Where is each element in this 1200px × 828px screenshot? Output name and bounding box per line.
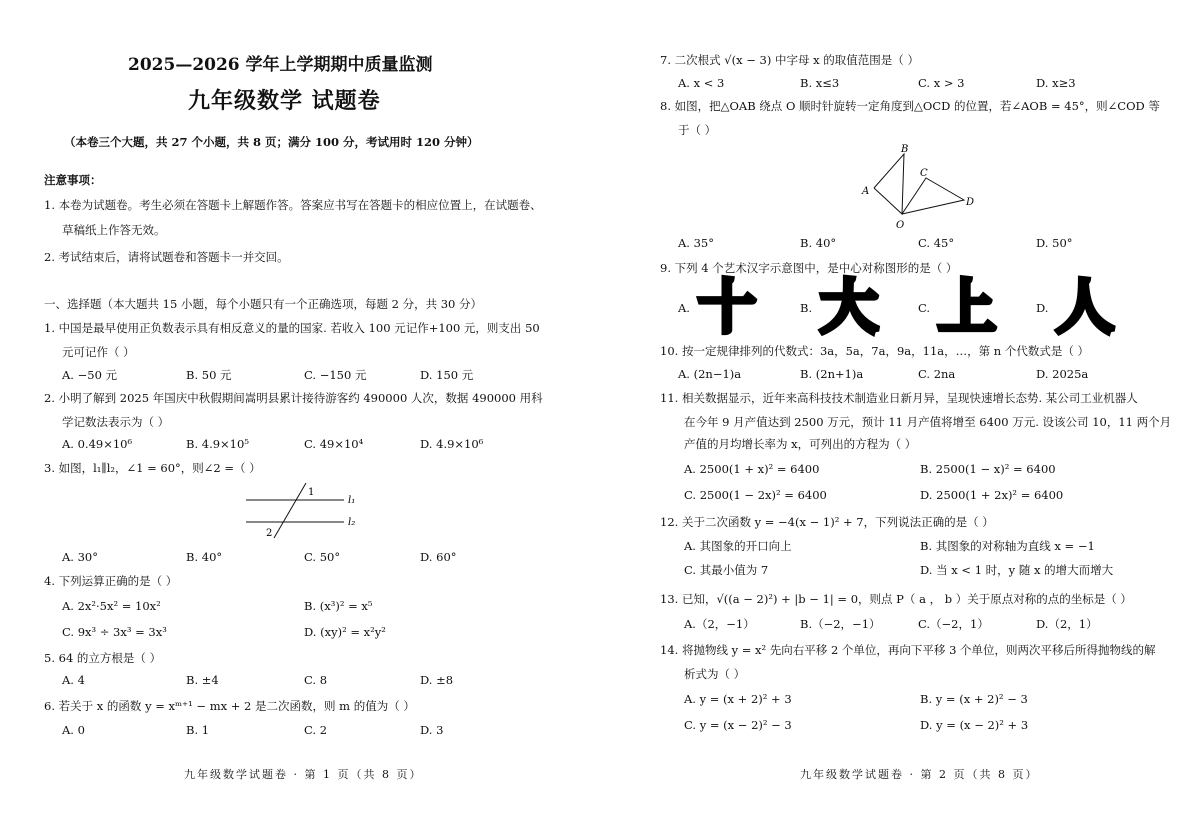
q10-option-b[interactable]: B. (2n+1)a — [800, 367, 864, 381]
q11-option-c[interactable]: C. 2500(1 − 2x)² = 6400 — [684, 488, 827, 502]
q1-option-d[interactable]: D. 150 元 — [420, 368, 474, 382]
question-3: 3. 如图，l₁∥l₂，∠1 = 60°，则∠2 =（ ） — [44, 461, 261, 475]
question-14-cont: 析式为（ ） — [684, 667, 746, 681]
q1-option-b[interactable]: B. 50 元 — [186, 368, 232, 382]
q14-option-a[interactable]: A. y = (x + 2)² + 3 — [684, 692, 792, 706]
angle-2-label: 2 — [266, 528, 273, 539]
q1-option-c[interactable]: C. −150 元 — [304, 368, 367, 382]
art-character-shang-icon[interactable]: 上 — [938, 273, 997, 341]
exam-note: （本卷三个大题，共 27 个小题，共 8 页；满分 100 分，考试用时 120 分钟） — [64, 135, 479, 149]
q3-option-d[interactable]: D. 60° — [420, 550, 457, 564]
q14-option-d[interactable]: D. y = (x − 2)² + 3 — [920, 718, 1029, 732]
notice-2: 2. 考试结束后，请将试题卷和答题卡一并交回。 — [44, 250, 289, 264]
q6-option-a[interactable]: A. 0 — [62, 723, 85, 737]
q11-option-a[interactable]: A. 2500(1 + x)² = 6400 — [684, 462, 820, 476]
question-2-cont: 学记数法表示为（ ） — [62, 415, 170, 429]
question-6: 6. 若关于 x 的函数 y = xᵐ⁺¹ − mx + 2 是二次函数，则 m 的值为（ ） — [44, 699, 415, 713]
q12-option-b[interactable]: B. 其图象的对称轴为直线 x = −1 — [920, 539, 1095, 553]
q6-option-b[interactable]: B. 1 — [186, 723, 210, 737]
point-b-label: B — [901, 144, 909, 155]
q4-option-d[interactable]: D. (xy)² = x²y² — [304, 625, 386, 639]
question-4: 4. 下列运算正确的是（ ） — [44, 574, 178, 588]
q7-option-c[interactable]: C. x > 3 — [918, 76, 965, 90]
notice-heading: 注意事项： — [44, 173, 102, 187]
question-11-cont-1: 在今年 9 月产值达到 2500 万元，预计 11 月产值将增至 6400 万元. 设该公司 10，11 两个月 — [684, 415, 1172, 429]
q7-option-d[interactable]: D. x≥3 — [1036, 76, 1076, 90]
line-l2-label: l₂ — [348, 517, 356, 528]
q6-option-d[interactable]: D. 3 — [420, 723, 444, 737]
question-12: 12. 关于二次函数 y = −4(x − 1)² + 7，下列说法正确的是（ ） — [660, 515, 994, 529]
q8-option-c[interactable]: C. 45° — [918, 236, 955, 250]
art-character-da-icon[interactable]: 大 — [820, 273, 879, 341]
angle-1-label: 1 — [308, 487, 315, 498]
line-l1-label: l₁ — [348, 495, 356, 506]
q8-option-b[interactable]: B. 40° — [800, 236, 837, 250]
question-14: 14. 将抛物线 y = x² 先向右平移 2 个单位，再向下平移 3 个单位，则两次平移后所得抛物线的解 — [660, 643, 1156, 657]
art-character-shi-icon[interactable]: 十 — [698, 273, 757, 341]
q13-option-c[interactable]: C.（−2，1） — [918, 617, 989, 631]
q7-option-a[interactable]: A. x < 3 — [678, 76, 725, 90]
question-8-cont: 于（ ） — [678, 123, 717, 137]
q3-option-a[interactable]: A. 30° — [62, 550, 98, 564]
q14-option-c[interactable]: C. y = (x − 2)² − 3 — [684, 718, 792, 732]
exam-title: 2025—2026 学年上学期期中质量监测 — [128, 55, 433, 75]
notice-1: 1. 本卷为试题卷。考生必须在答题卡上解题作答。答案应书写在答题卡的相应位置上，在试题卷、 — [44, 198, 542, 212]
q4-option-a[interactable]: A. 2x²·5x² = 10x² — [62, 599, 161, 613]
question-2: 2. 小明了解到 2025 年国庆中秋假期间嵩明县累计接待游客约 490000 人次，数据 490000 用科 — [44, 391, 543, 405]
question-11: 11. 相关数据显示，近年来高科技技术制造业日新月异，呈现快速增长态势. 某公司工业机器人 — [660, 391, 1138, 405]
point-d-label: D — [966, 197, 975, 208]
q10-option-a[interactable]: A. (2n−1)a — [678, 367, 742, 381]
q9-option-c[interactable]: C. — [918, 301, 931, 315]
page-footer: 九年级数学试题卷 · 第 2 页（共 8 页） — [800, 768, 1039, 781]
q13-option-d[interactable]: D.（2，1） — [1036, 617, 1098, 631]
q13-option-b[interactable]: B.（−2，−1） — [800, 617, 881, 631]
exam-page-2 — [600, 0, 1200, 828]
q8-option-a[interactable]: A. 35° — [678, 236, 714, 250]
point-c-label: C — [920, 168, 928, 179]
q12-option-d[interactable]: D. 当 x < 1 时，y 随 x 的增大而增大 — [920, 563, 1114, 577]
q14-option-b[interactable]: B. y = (x + 2)² − 3 — [920, 692, 1028, 706]
q3-option-c[interactable]: C. 50° — [304, 550, 341, 564]
question-7: 7. 二次根式 √(x − 3) 中字母 x 的取值范围是（ ） — [660, 53, 919, 67]
q2-option-a[interactable]: A. 0.49×10⁶ — [62, 437, 133, 451]
page-footer: 九年级数学试题卷 · 第 1 页（共 8 页） — [184, 768, 423, 781]
question-1-cont: 元可记作（ ） — [62, 345, 135, 359]
question-9: 9. 下列 4 个艺术汉字示意图中，是中心对称图形的是（ ） — [660, 261, 958, 275]
point-a-label: A — [862, 186, 870, 197]
q9-option-a[interactable]: A. — [678, 301, 690, 315]
q7-option-b[interactable]: B. x≤3 — [800, 76, 840, 90]
q12-option-a[interactable]: A. 其图象的开口向上 — [684, 539, 792, 553]
parallel-lines-figure — [240, 480, 370, 542]
q1-option-a[interactable]: A. −50 元 — [62, 368, 118, 382]
q5-option-b[interactable]: B. ±4 — [186, 673, 219, 687]
question-11-cont-2: 产值的月均增长率为 x，可列出的方程为（ ） — [684, 437, 917, 451]
question-1: 1. 中国是最早使用正负数表示具有相反意义的量的国家. 若收入 100 元记作+100 元，则支出 50 — [44, 321, 540, 335]
art-character-ren-icon[interactable]: 人 — [1056, 273, 1115, 341]
q12-option-c[interactable]: C. 其最小值为 7 — [684, 563, 769, 577]
question-8: 8. 如图，把△OAB 绕点 O 顺时针旋转一定角度到△OCD 的位置，若∠AOB = 45°，则∠COD 等 — [660, 99, 1160, 113]
q5-option-c[interactable]: C. 8 — [304, 673, 328, 687]
q2-option-c[interactable]: C. 49×10⁴ — [304, 437, 364, 451]
question-13: 13. 已知，√((a − 2)²) + |b − 1| = 0，则点 P（ a ， b ）关于原点对称的点的坐标是（ ） — [660, 592, 1132, 606]
question-5: 5. 64 的立方根是（ ） — [44, 651, 162, 665]
q2-option-d[interactable]: D. 4.9×10⁶ — [420, 437, 484, 451]
q5-option-a[interactable]: A. 4 — [62, 673, 85, 687]
q11-option-b[interactable]: B. 2500(1 − x)² = 6400 — [920, 462, 1056, 476]
q9-option-d[interactable]: D. — [1036, 301, 1049, 315]
q2-option-b[interactable]: B. 4.9×10⁵ — [186, 437, 249, 451]
q5-option-d[interactable]: D. ±8 — [420, 673, 454, 687]
notice-1-cont: 草稿纸上作答无效。 — [62, 223, 166, 237]
q10-option-c[interactable]: C. 2na — [918, 367, 956, 381]
section-heading: 一、选择题（本大题共 15 小题，每个小题只有一个正确选项，每题 2 分，共 30 分） — [44, 297, 483, 311]
rotation-triangle-figure — [854, 142, 984, 232]
q4-option-b[interactable]: B. (x³)² = x⁵ — [304, 599, 373, 613]
q10-option-d[interactable]: D. 2025a — [1036, 367, 1089, 381]
point-o-label: O — [896, 220, 905, 231]
q8-option-d[interactable]: D. 50° — [1036, 236, 1073, 250]
exam-subtitle: 九年级数学 试题卷 — [188, 88, 381, 114]
question-10: 10. 按一定规律排列的代数式：3a，5a，7a，9a，11a，…，第 n 个代数式是（ ） — [660, 344, 1089, 358]
q3-option-b[interactable]: B. 40° — [186, 550, 223, 564]
q4-option-c[interactable]: C. 9x³ ÷ 3x³ = 3x³ — [62, 625, 167, 639]
q11-option-d[interactable]: D. 2500(1 + 2x)² = 6400 — [920, 488, 1064, 502]
q6-option-c[interactable]: C. 2 — [304, 723, 328, 737]
q13-option-a[interactable]: A.（2，−1） — [684, 617, 755, 631]
q9-option-b[interactable]: B. — [800, 301, 813, 315]
